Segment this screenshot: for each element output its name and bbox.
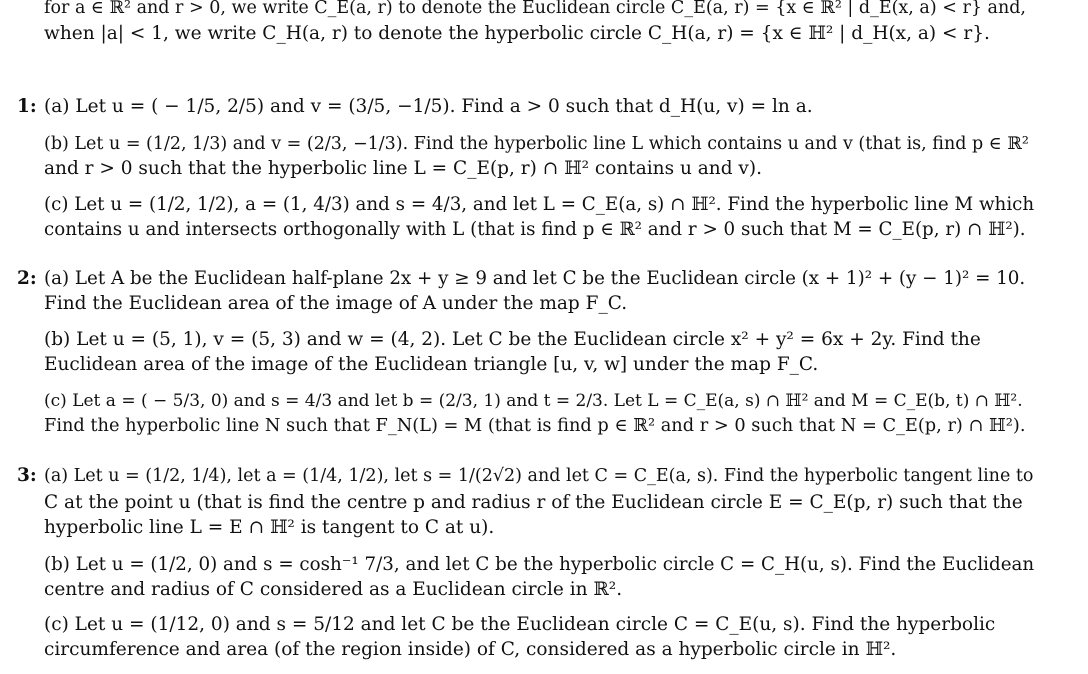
- problem-3a-line-2: C at the point u (that is find the centre p and radius r of the Euclidean circle E = C_E(p, r) such that the: [44, 492, 1023, 513]
- problem-3b-line-1: (b) Let u = (1/2, 0) and s = cosh⁻¹ 7/3, and let C be the hyperbolic circle C = C_H(u, s). Find the Euclidean: [44, 554, 1035, 575]
- problem-1c-line-2: contains u and intersects orthogonally with L (that is find p ∈ ℝ² and r > 0 such that M = C_E(p, r) ∩ ℍ²).: [44, 219, 1026, 240]
- problem-1a: (a) Let u = ( − 1/5, 2/5) and v = (3/5, −1/5). Find a > 0 such that d_H(u, v) = ln a.: [44, 96, 813, 117]
- problem-2a-line-2: Find the Euclidean area of the image of A under the map F_C.: [44, 293, 628, 314]
- problem-1b-line-2: and r > 0 such that the hyperbolic line L = C_E(p, r) ∩ ℍ² contains u and v).: [44, 158, 762, 179]
- problem-1c-line-1: (c) Let u = (1/2, 1/2), a = (1, 4/3) and s = 4/3, and let L = C_E(a, s) ∩ ℍ². Find the hyperbolic line M which: [44, 194, 1035, 215]
- problem-3-number: 3:: [17, 465, 37, 486]
- intro-line-1: for a ∈ ℝ² and r > 0, we write C_E(a, r) to denote the Euclidean circle C_E(a, r) = {x ∈ ℝ² | d_E(x, a) < r} and,: [44, 0, 1026, 18]
- problem-1-number: 1:: [17, 96, 37, 117]
- problem-2c-line-1: (c) Let a = ( − 5/3, 0) and s = 4/3 and let b = (2/3, 1) and t = 2/3. Let L = C_E(a, s) ∩ ℍ² and M = C_E(b, t) ∩ ℍ².: [44, 391, 1023, 411]
- problem-3a-line-3: hyperbolic line L = E ∩ ℍ² is tangent to C at u).: [44, 517, 495, 538]
- problem-3b-line-2: centre and radius of C considered as a Euclidean circle in ℝ².: [44, 579, 623, 600]
- problem-3c-line-2: circumference and area (of the region inside) of C, considered as a hyperbolic circle in ℍ².: [44, 639, 897, 660]
- problem-3c-line-1: (c) Let u = (1/12, 0) and s = 5/12 and let C be the Euclidean circle C = C_E(u, s). Find the hyperbolic: [44, 614, 996, 635]
- problem-2b-line-1: (b) Let u = (5, 1), v = (5, 3) and w = (4, 2). Let C be the Euclidean circle x² + y² = 6x + 2y. Find the: [44, 329, 981, 350]
- problem-3a-line-1: (a) Let u = (1/2, 1/4), let a = (1/4, 1/2), let s = 1/(2√2) and let C = C_E(a, s). Find the hyperbolic tangent line to: [44, 466, 1034, 486]
- problem-2c-line-2: Find the hyperbolic line N such that F_N(L) = M (that is find p ∈ ℝ² and r > 0 such that N = C_E(p, r) ∩ ℍ²).: [44, 416, 1026, 436]
- problem-2b-line-2: Euclidean area of the image of the Euclidean triangle [u, v, w] under the map F_C.: [44, 354, 819, 375]
- problem-2a-line-1: (a) Let A be the Euclidean half-plane 2x + y ≥ 9 and let C be the Euclidean circle (x + 1)² + (y − 1)² = 10.: [44, 268, 1026, 289]
- problem-2-number: 2:: [17, 268, 37, 289]
- problem-1b-line-1: (b) Let u = (1/2, 1/3) and v = (2/3, −1/3). Find the hyperbolic line L which contains u and v (that is, find p ∈ ℝ²: [44, 134, 1029, 154]
- intro-line-2: when |a| < 1, we write C_H(a, r) to denote the hyperbolic circle C_H(a, r) = {x ∈ ℍ² | d_H(x, a) < r}.: [44, 23, 990, 44]
